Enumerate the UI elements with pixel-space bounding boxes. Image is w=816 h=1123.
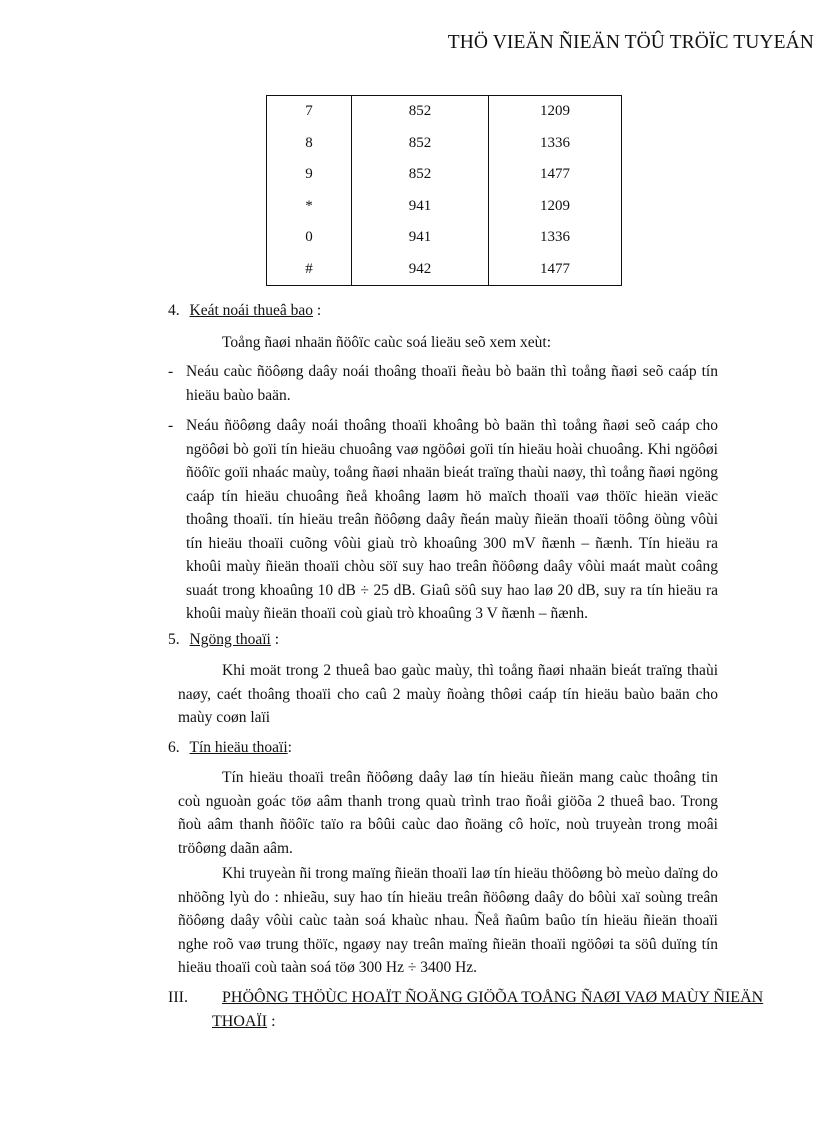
table-row [267,96,622,128]
section-4-intro: Toång ñaøi nhaän ñöôïc caùc soá lieäu seõ xem xeùt: [222,334,552,351]
table-cell: 9 [267,159,352,191]
table-cell: 852 [352,159,489,191]
bullet-dash-2: - [168,417,174,434]
table-cell: * [267,191,352,223]
section-5-colon: : [270,631,280,648]
section-4-number: 4. [168,302,180,319]
section-6-heading [168,736,292,760]
table-cell: # [267,254,352,286]
section-4-title: Keát noái thueâ bao [189,302,314,319]
table-cell: 942 [352,254,489,286]
table-cell: 1336 [489,222,622,254]
table-cell: 941 [352,191,489,223]
table-cell: 941 [352,222,489,254]
table-cell: 1209 [489,96,622,128]
section-4-heading [168,299,321,323]
section-6-colon: : [287,739,292,756]
table-row [267,128,622,160]
section-4-bullet-1: Neáu caùc ñöôøng daây noái thoâng thoaïi ñeàu bò baän thì toång ñaøi seõ caáp tín hieäu baùo baän. [186,363,718,404]
table-cell: 1209 [489,191,622,223]
section-5-paragraph: Khi moät trong 2 thueâ bao gaùc maùy, thì toång ñaøi nhaän bieát traïng thaùi naøy, caét thoâng thoaïi cho caû 2 maùy ñoàng thôøi caáp tín hieäu baùo baän cho maùy coøn laïi [178,662,718,726]
table-cell: 852 [352,96,489,128]
section-5-number: 5. [168,631,180,648]
section-5-title: Ngöng thoaïi [189,631,271,648]
table-cell: 0 [267,222,352,254]
table-row [267,254,622,286]
table-cell: 7 [267,96,352,128]
section-iii-title-line-1: PHÖÔNG THÖÙC HOAÏT ÑOÄNG GIÖÕA TOÅNG ÑAØI VAØ MAÙY ÑIEÄN [222,989,764,1006]
section-6-paragraph-1: Tín hieäu thoaïi treân ñöôøng daây laø tín hieäu ñieän mang caùc thoâng tin coù nguoàn goác töø aâm thanh trong quaù trình trao ñoåi giöõa 2 thueâ bao. Trong ñoù aâm thanh ñöôïc taïo ra bôûi caùc dao ñoäng cô hoïc, noù truyeàn trong moâi tröôøng daãn aâm. [178,769,718,857]
section-5-heading [168,628,279,652]
section-6-paragraph-2: Khi truyeàn ñi trong maïng ñieän thoaïi laø tín hieäu thöôøng bò meùo daïng do nhöõng lyù do : nhieãu, suy hao tín hieäu treân ñöôøng daây do bôùi xaï soùng treân ñöôøng daây vôùi caùc taàn soá khaùc nhau. Ñeå ñaûm baûo tín hieäu ñieän thoaïi nghe roõ vaø trung thöïc, ngaøy nay treân maïng ñieän thoaïi ngöôøi ta söû duïng tín hieäu thoaïi coù taàn soá töø 300 Hz ÷ 3400 Hz. [178,865,718,976]
table-cell: 1477 [489,254,622,286]
table-row [267,222,622,254]
bullet-dash-1: - [168,363,174,380]
section-6-title: Tín hieäu thoaïi [189,739,288,756]
page-header: THÖ VIEÄN ÑIEÄN TÖÛ TRÖÏC TUYEÁN [447,32,814,53]
table-cell: 852 [352,128,489,160]
section-4-bullet-2: Neáu ñöôøng daây noái thoâng thoaïi khoâng bò baän thì toång ñaøi seõ caáp cho ngöôøi bò goïi tín hieäu chuoâng vaø ngöôøi goïi tín hieäu hoài chuoâng. Khi ngöôøi ñöôïc goïi nhaác maùy, toång ñaøi nhaän bieát traïng thaùi naøy, thì toång ñaøi ngöng caáp tín hieäu chuoâng ñeå khoâng laøm hö maïch thoaïi vaø thöïc hieän vieäc thoâng thoaïi. tín hieäu treân ñöôøng daây ñeán maùy ñieän thoaïi töông öùng vôùi tín hieäu thoaïi cuõng vôùi giaù trò khoaûng 300 mV ñænh – ñænh. Tín hieäu ra khoûi maùy ñieän thoaïi chòu söï suy hao treân ñöôøng daây vôùi maát maùt coâng suaát trong khoaûng 10 dB ÷ 25 dB. Giaû söû suy hao laø 20 dB, suy ra tín hieäu ra khoûi maùy ñieän thoaïi coù giaù trò khoaûng 3 V ñænh – ñænh. [186,417,718,622]
section-iii-title-line-2 [212,1010,276,1034]
section-iii-title-line-2-text: THOAÏI [212,1013,268,1030]
section-iii-number: III. [168,989,188,1006]
table-cell: 1336 [489,128,622,160]
table-cell: 8 [267,128,352,160]
table-cell: 1477 [489,159,622,191]
section-iii-colon: : [267,1013,276,1030]
table-row [267,191,622,223]
section-6-number: 6. [168,739,180,756]
section-4-colon: : [313,302,322,319]
table-row [267,159,622,191]
dtmf-frequency-table [266,95,622,286]
